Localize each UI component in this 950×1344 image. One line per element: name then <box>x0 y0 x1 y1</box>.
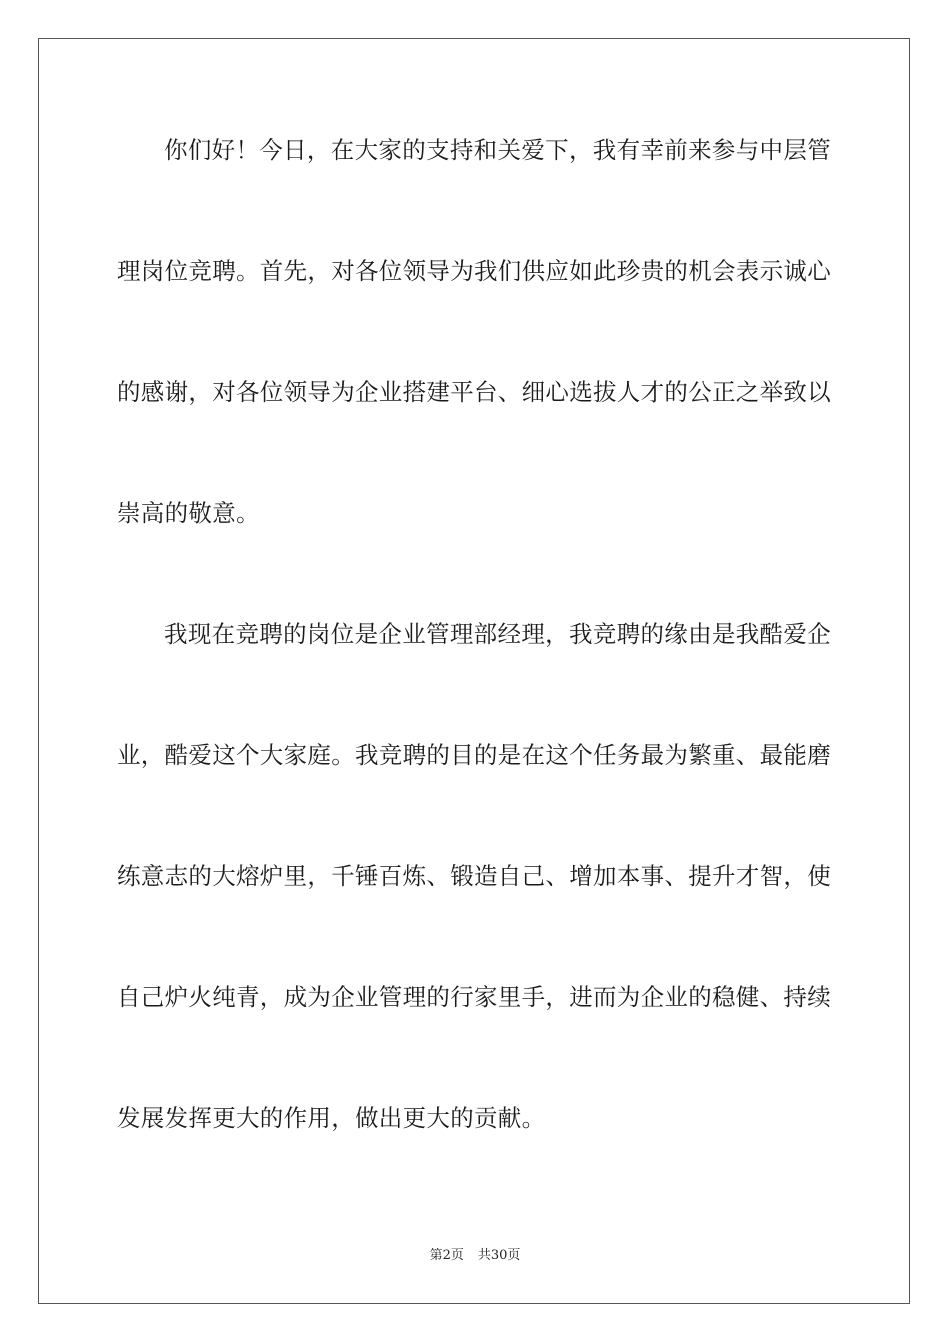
paragraph-2-line-5: 发展发挥更大的作用，做出更大的贡献。 <box>117 1104 546 1132</box>
paragraph-2-line-1: 我现在竞聘的岗位是企业管理部经理，我竞聘的缘由是我酷爱企 <box>164 620 831 648</box>
paragraph-2-line-2: 业，酷爱这个大家庭。我竞聘的目的是在这个任务最为繁重、最能磨 <box>117 741 831 769</box>
paragraph-1-line-2: 理岗位竞聘。首先，对各位领导为我们供应如此珍贵的机会表示诚心 <box>117 257 831 285</box>
paragraph-1-line-3: 的感谢，对各位领导为企业搭建平台、细心选拔人才的公正之举致以 <box>117 378 831 406</box>
page-total: 共30页 <box>477 1248 521 1263</box>
paragraph-1-line-4: 崇高的敬意。 <box>117 499 260 527</box>
paragraph-2-line-3: 练意志的大熔炉里，千锤百炼、锻造自己、增加本事、提升才智，使 <box>117 862 831 890</box>
paragraph-1-line-1: 你们好！今日，在大家的支持和关爱下，我有幸前来参与中层管 <box>164 136 831 164</box>
paragraph-2-line-4: 自己炉火纯青，成为企业管理的行家里手，进而为企业的稳健、持续 <box>117 983 831 1011</box>
page-footer <box>0 1247 950 1265</box>
page-number: 第2页 <box>429 1248 464 1263</box>
